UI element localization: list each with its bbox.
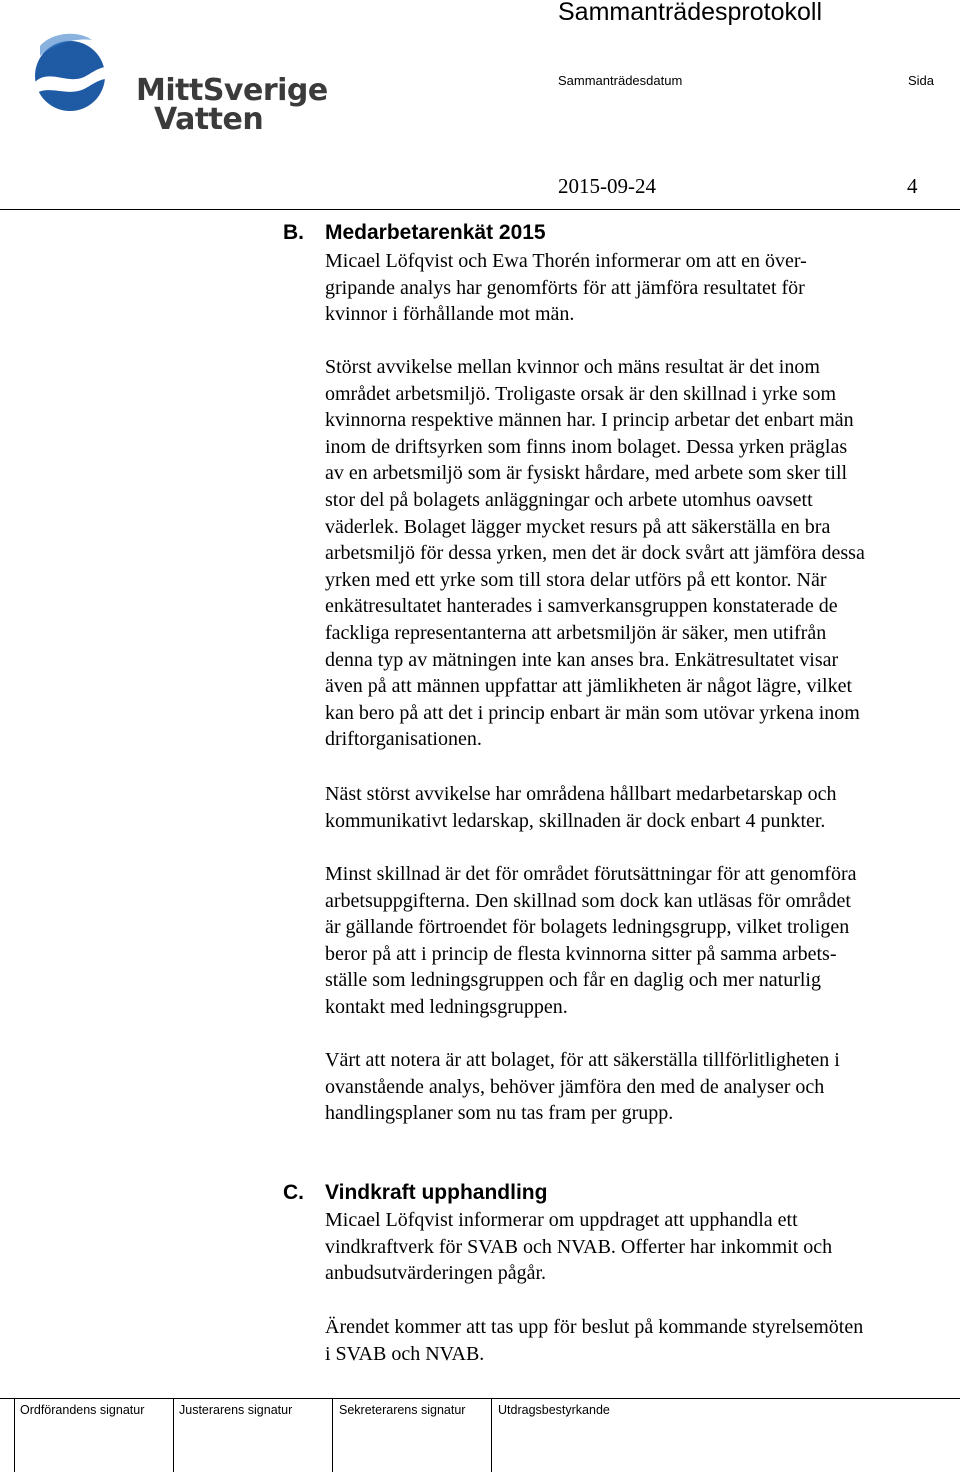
text-line: Ärendet kommer att tas upp för beslut på kommande styrelsemöten xyxy=(325,1316,864,1338)
secretary-signature-label: Sekreterarens signatur xyxy=(339,1403,466,1417)
extract-certification-label: Utdragsbestyrkande xyxy=(498,1403,610,1417)
text-line: kvinnorna respektive männen har. I princip arbetar det enbart män xyxy=(325,409,854,432)
text-line: ovanstående analys, behöver jämföra den med de analyser och xyxy=(325,1075,825,1098)
text-line: handlingsplaner som nu tas fram per grupp. xyxy=(325,1102,674,1125)
text-line: Minst skillnad är det för området förutsättningar för att genomföra xyxy=(325,863,857,885)
meeting-date-label: Sammanträdesdatum xyxy=(558,73,683,88)
logo-wordmark xyxy=(136,73,328,137)
text-line: även på att männen uppfattar att jämlikheten är något lägre, vilket xyxy=(325,675,853,698)
text-line: av en arbetsmiljö som är fysiskt hårdare, med arbete som sker till xyxy=(325,462,848,485)
text-line: i SVAB och NVAB. xyxy=(325,1342,485,1365)
logo-line-2: Vatten xyxy=(154,102,264,137)
text-line: enkätresultatet hanterades i samverkansgruppen konstaterade de xyxy=(325,595,838,618)
text-line: kan bero på att det i princip enbart är män som utövar yrkena inom xyxy=(325,701,860,724)
text-line: yrken med ett yrke som till stora delar utförs på ett kontor. När xyxy=(325,568,827,591)
text-line: är gällande förtroendet för bolagets ledningsgrupp, vilket troligen xyxy=(325,916,850,939)
text-line: Värt att notera är att bolaget, för att säkerställa tillförlitligheten i xyxy=(325,1049,840,1071)
text-line: driftorganisationen. xyxy=(325,728,482,751)
text-line: kvinnor i förhållande mot män. xyxy=(325,303,575,326)
chair-signature-label: Ordförandens signatur xyxy=(20,1403,145,1417)
adjuster-signature-label: Justerarens signatur xyxy=(179,1403,293,1417)
text-line: området arbetsmiljö. Troligaste orsak är den skillnad i yrke som xyxy=(325,382,837,405)
page-number: 4 xyxy=(907,174,918,198)
logo-line-1: MittSverige xyxy=(136,73,328,108)
signature-box-divider xyxy=(173,1398,174,1472)
text-line: ställe som ledningsgruppen och får en daglig och mer naturlig xyxy=(325,969,821,992)
signature-box-divider xyxy=(332,1398,333,1472)
text-line: Näst störst avvikelse har områdena hållbart medarbetarskap och xyxy=(325,783,837,805)
text-line: kommunikativt ledarskap, skillnaden är dock enbart 4 punkter. xyxy=(325,809,826,832)
document-title: Sammanträdesprotokoll xyxy=(558,0,823,26)
text-line: beror på att i princip de flesta kvinnorna sitter på samma arbets- xyxy=(325,942,837,965)
text-line: Störst avvikelse mellan kvinnor och mäns resultat är det inom xyxy=(325,356,820,378)
section-b-paragraph-2 xyxy=(325,354,955,753)
text-line: vindkraftverk för SVAB och NVAB. Offerter har inkommit och xyxy=(325,1235,833,1258)
text-line: Micael Löfqvist informerar om uppdraget att upphandla ett xyxy=(325,1209,798,1231)
header-divider xyxy=(0,209,960,210)
text-line: arbetsuppgifterna. Den skillnad som dock kan utläsas för området xyxy=(325,889,851,912)
text-line: fackliga representanterna att arbetsmiljön är säker, men utifrån xyxy=(325,621,827,644)
section-b-paragraph-5 xyxy=(325,1047,955,1127)
text-line: anbudsutvärderingen pågår. xyxy=(325,1262,547,1285)
section-c-paragraph-2 xyxy=(325,1314,955,1367)
page-label: Sida xyxy=(908,73,935,88)
company-logo xyxy=(30,24,328,137)
section-c-letter: C. xyxy=(283,1181,304,1204)
section-b-paragraph-3 xyxy=(325,781,955,834)
text-line: Micael Löfqvist och Ewa Thorén informerar om att en över- xyxy=(325,250,807,272)
section-c-paragraph-1 xyxy=(325,1207,955,1287)
text-line: arbetsmiljö för dessa yrken, men det är dock svårt att jämföra dessa xyxy=(325,542,865,565)
text-line: kontakt med ledningsgruppen. xyxy=(325,995,568,1018)
section-b-paragraph-4 xyxy=(325,861,955,1021)
section-b-paragraph-1 xyxy=(325,248,955,328)
text-line: stor del på bolagets anläggningar och arbete utomhus oavsett xyxy=(325,488,813,511)
footer-divider xyxy=(0,1398,960,1399)
section-b-letter: B. xyxy=(283,221,304,244)
text-line: väderlek. Bolaget lägger mycket resurs på att säkerställa en bra xyxy=(325,515,831,538)
text-line: inom de driftsyrken som finns inom bolaget. Dessa yrken präglas xyxy=(325,435,848,458)
section-c-title: Vindkraft upphandling xyxy=(325,1181,548,1204)
text-line: gripande analys har genomförts för att jämföra resultatet för xyxy=(325,276,805,299)
text-line: denna typ av mätningen inte kan anses bra. Enkätresultatet visar xyxy=(325,648,839,671)
signature-box-divider xyxy=(491,1398,492,1472)
section-b-title: Medarbetarenkät 2015 xyxy=(325,221,546,244)
signature-box-divider xyxy=(14,1398,15,1472)
meeting-date: 2015-09-24 xyxy=(558,174,656,198)
